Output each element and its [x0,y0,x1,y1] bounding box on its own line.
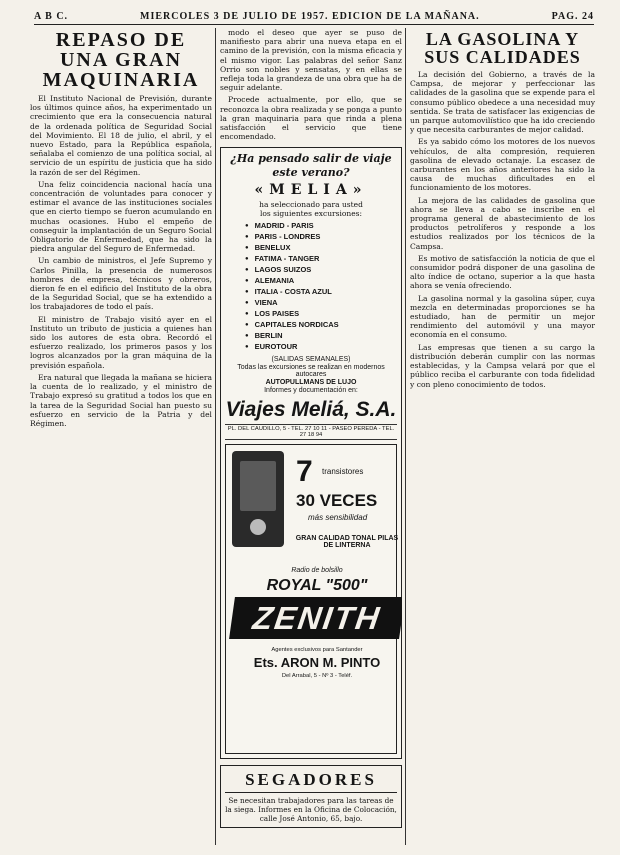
destination-item: ● LOS PAISES [245,309,397,320]
article-paragraph: La decisión del Gobierno, a través de la Campsa, de mejorar y perfeccionar las calidades de la gasolina que se expende para el consumo público obedece a una necesidad muy sentida. Se trata de satisfacer las exigencias de un parque automovilístico que ha ido creciendo y que necesita carburantes de mejor calidad. [410,70,595,135]
destination-item: ● ITALIA - COSTA AZUL [245,287,397,298]
ad-melia-note: (SALIDAS SEMANALES) [271,356,351,364]
destination-item: ● VIENA [245,298,397,309]
ad-melia-note: AUTOPULLMANS DE LUJO [265,379,357,387]
ad-melia-note: Todas las excursiones se realizan en modernos autocares [237,364,385,379]
column-right [410,28,595,849]
destination-item: ● MADRID - PARIS [245,221,397,232]
ad-segadores-text: Se necesitan trabajadores para las tareas de la siega. Informes en la Oficina de Colocación, calle José Antonio, 65, bajo. [225,796,397,824]
ad-melia-question: ¿Ha pensado salir de viaje este verano? [230,152,392,180]
headline-gasolina: LA GASOLINA Y SUS CALIDADES [424,29,581,67]
ad-melia-brand: «MELIA» [254,182,368,199]
ad-zenith-number: 7 [296,455,313,489]
article-paragraph: Procede actualmente, por ello, que se reconozca la obra realizada y se ponga a punto la gran maquinaria para que rinda a plena satisfacción el servicio que tiene encomendado. [220,95,402,142]
ad-melia [220,147,402,759]
column-middle [220,28,402,849]
ad-segadores [220,765,402,828]
ad-melia-company: Viajes Meliá, S.A. [225,398,397,422]
destination-item: ● ALEMANIA [245,276,397,287]
article-paragraph: La gasolina normal y la gasolina súper, cuya mezcla en determinadas proporciones se ha estudiado, han de permitir un mejor rendimiento del automóvil y una mayor economía en el consumo. [410,293,595,340]
radio-knob [250,519,266,535]
article-paragraph: La mejora de las calidades de gasolina que ahora se lleva a cabo se inscribe en el programa general de abastecimiento de los productos petrolíferos y responde a los estudios realizados por los técnicos de la Campsa. [410,195,595,251]
ad-zenith-radio-de: Radio de bolsillo [291,567,343,575]
destination-item: ● EUROTOUR [245,342,397,353]
ad-segadores-title: SEGADORES [225,770,397,793]
header-page-number: PAG. 24 [551,10,594,22]
ad-zenith-sensitivity: más sensibilidad [308,513,368,523]
article-paragraph: Es motivo de satisfacción la noticia de que el consumidor podrá disponer de una gasolina de alto índice de octano, superior a la que hasta ahora se venía ofreciendo. [410,253,595,291]
article-paragraph: El ministro de Trabajo visitó ayer en el Instituto un tributo de justicia a quienes han sido los autores de esta obra. Recordó el esfuerzo realizado, los primeros pasos y los logros alcanzados por la gran máquina de la previsión española. [30,314,212,370]
header-date: MIERCOLES 3 DE JULIO DE 1957. EDICION DE LA MAÑANA. [140,10,480,22]
destination-item: ● BERLIN [245,331,397,342]
ad-melia-address: PL. DEL CAUDILLO, 5 - TEL. 27 10 11 - PASEO PEREDA - TEL. 27 18 94 [225,424,397,440]
article-paragraph: Era natural que llegada la mañana se hiciera la cuenta de lo realizado, y el ministro de Trabajo expresó su gratitud a todos los que en la tarea de la Seguridad Social han puesto su esfuerzo en servicio de la Patria y del Régimen. [30,372,212,428]
radio-illustration [232,451,284,547]
column-rule [405,28,406,845]
ad-zenith-dealer-address: Del Arrabal, 5 - Nº 3 - Teléf. [281,673,353,680]
ad-zenith [225,444,397,754]
ad-zenith-dealer: Ets. ARON M. PINTO [253,655,381,671]
header-masthead: A B C. [34,10,69,22]
ad-melia-note: Informes y documentación en: [264,387,358,395]
article-paragraph: Un cambio de ministros, el Jefe Supremo y Carlos Pinilla, la presencia de numerosos hombres de empresa, técnicos y obreros, dieron fe en el edificio del Instituto de la obra de la Seguridad Social, que se ha extendido a los trabajadores de todo el país. [30,256,212,312]
article-paragraph: Las empresas que tienen a su cargo la distribución deberán cumplir con las normas establecidas, y la Campsa velará por que el público reciba el carburante con toda fidelidad y con pleno conocimiento de todos. [410,342,595,389]
article-paragraph: El Instituto Nacional de Previsión, durante los últimos quince años, ha experimentado un crecimiento que era la consecuencia natural de la ordenada política de Seguridad Social del Movimiento. El 18 de julio, el abril, y el nuevo Estado, para la República española, señalaba el comienzo de una política social, al servicio de un espíritu de justicia que ha sido la razón de ser del Régimen. [30,94,212,177]
radio-dial [240,461,276,511]
ad-zenith-quality: GRAN CALIDAD TONAL PILAS DE LINTERNA [295,535,399,550]
ad-zenith-transistors: transistores [322,467,364,477]
ad-zenith-model: ROYAL "500" [266,577,368,595]
ad-melia-sub1: ha seleccionado para usted [259,200,363,210]
article-paragraph: modo el deseo que ayer se puso de manifiesto para abrir una nueva etapa en el camino de la previsión, con la misma eficacia y el mismo vigor. Las palabras del señor Sanz Orrio son nobles y sensatas, y en ellas se refleja toda la grandeza de una obra que ha de seguir adelante. [220,28,402,93]
ad-melia-subtitle [225,200,397,218]
headline-repaso: REPASO DE UNA GRAN MAQUINARIA [42,29,200,91]
column-rule [215,28,216,845]
page-header [34,8,594,25]
ad-melia-sub2: los siguientes excursiones: [259,209,363,219]
destination-item: ● FATIMA - TANGER [245,254,397,265]
destination-item: ● LAGOS SUIZOS [245,265,397,276]
ad-zenith-brand: ZENITH [229,597,402,639]
destination-item: ● PARIS - LONDRES [245,232,397,243]
ad-zenith-times: 30 VECES [296,491,378,511]
article-paragraph: Es ya sabido cómo los motores de los nuevos vehículos, de alta compresión, requieren gasolina de elevado octanaje. La escasez de carburantes en los años anteriores ha sido la causa de muchas dificultades en el funcionamiento de los motores. [410,137,595,193]
column-left [30,28,212,849]
ad-zenith-agents: Agentes exclusivos para Santander [271,647,363,654]
destination-item: ● CAPITALES NORDICAS [245,320,397,331]
article-paragraph: Una feliz coincidencia nacional hacía una concentración de voluntades para conocer y estimar el avance de las instituciones sociales que en cierto tiempo se fueron acumulando en muchas ocasiones. Hubo el empeño de conseguir la implantación de un Seguro Social Obligatorio de Enfermedad, que ha sido la piedra angular del Seguro de Enfermedad. [30,179,212,254]
destination-list [245,221,397,353]
destination-item: ● BENELUX [245,243,397,254]
